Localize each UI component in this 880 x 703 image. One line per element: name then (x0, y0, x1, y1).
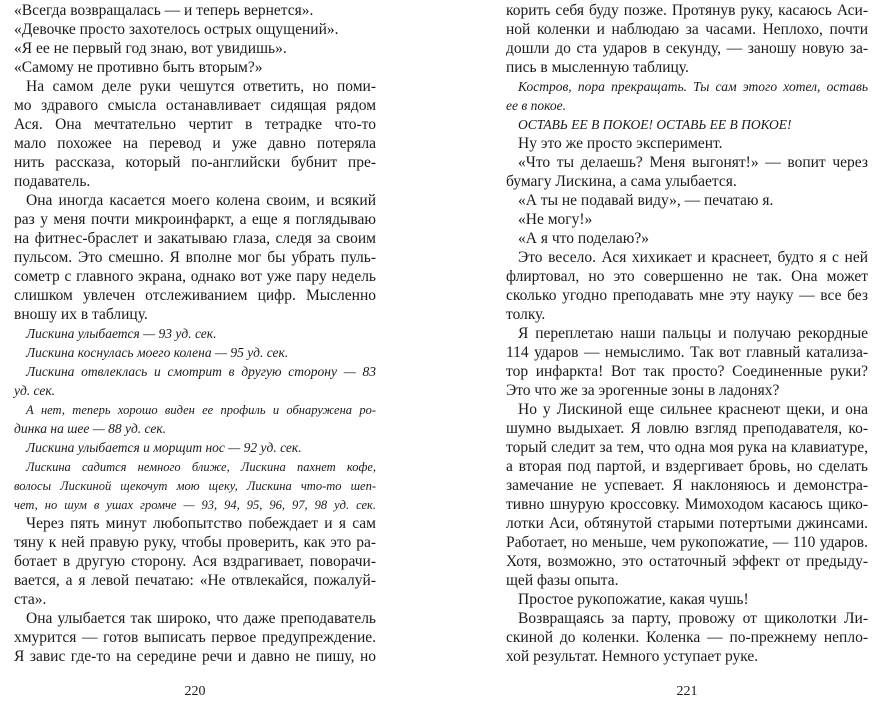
text-line: «Не могу!» (518, 211, 593, 228)
right-page (506, 0, 868, 703)
text-line: пульсом. Это смешно. Я вполне мог бы убрать пуль- (14, 249, 376, 266)
text-line: торый следит за тем, что одна моя рука на клавиатуре, (506, 439, 868, 456)
text-line: бумагу Лискина, а сама улыбается. (506, 173, 737, 190)
text-line: ста». (14, 591, 47, 608)
text-line: Ну это же просто эксперимент. (518, 135, 723, 152)
text-line: мо здравого смысла останавливает сидящая рядом (14, 97, 376, 114)
page-number: 220 (184, 684, 206, 699)
text-line: Я завис где-то на середине речи и давно не пишу, но (14, 648, 376, 665)
text-line: Она иногда касается моего колена своим, и всякий (26, 192, 376, 209)
page-number: 221 (676, 684, 698, 699)
text-line: скиной до коленки. Коленка — по-прежнему непло- (506, 629, 868, 646)
text-line: Через пять минут любопытство побеждает и я сам (26, 515, 376, 532)
text-line: тяну к ней правую руку, чтобы проверить, как это ра- (14, 534, 376, 551)
text-line: Это что же за эрогенные зоны в ладонях? (506, 382, 780, 399)
text-line: ОСТАВЬ ЕЕ В ПОКОЕ! ОСТАВЬ ЕЕ В ПОКОЕ! (518, 117, 792, 132)
left-page (14, 0, 376, 703)
text-line: Хотя, возможно, это остаточный эффект от предыду- (506, 553, 868, 570)
text-line: сколько угодно преподавать мне эту науку — все без (506, 287, 868, 304)
text-line: Возвращаясь за парту, провожу от щиколотки Ли- (518, 610, 868, 627)
text-line: корить себя буду позже. Протянув руку, касаюсь Аси- (506, 2, 868, 19)
text-line: Ася. Она мечтательно чертит в тетрадке что-то (14, 116, 376, 133)
text-line: «А ты не подавай виду», — печатаю я. (518, 192, 774, 209)
text-line: чет, но шум в ушах громче — 93, 94, 95, 96, 97, 98 уд. сек. (14, 498, 376, 512)
text-line: ной коленки и наблюдаю за часами. Неплохо, почти (506, 21, 868, 38)
text-line: Лискина коснулась моего колена — 95 уд. сек. (26, 345, 289, 360)
text-line: ботает в другую сторону. Ася вздрагивает, поворачи- (14, 553, 376, 570)
text-line: «А я что поделаю?» (518, 230, 650, 247)
text-line: А нет, теперь хорошо виден ее профиль и обнаружена ро- (26, 403, 376, 417)
text-line: раз у меня почти микроинфаркт, а еще я поглядываю (14, 211, 376, 228)
text-line: а вторая под партой, и вздергивает бровь, но сделать (506, 458, 868, 475)
text-line: «Я ее не первый год знаю, вот увидишь». (14, 40, 287, 57)
text-line: нить рассказа, который по-английски бубнит пре- (14, 154, 376, 171)
text-line: уд. сек. (14, 383, 56, 398)
text-line: Лискина улыбается — 93 уд. сек. (26, 326, 217, 341)
text-line: Я переплетаю наши пальцы и получаю рекордные (518, 325, 868, 342)
text-line: Простое рукопожатие, какая чушь! (518, 591, 749, 608)
text-line: Лискина отвлеклась и смотрит в другую сторону — 83 (26, 364, 376, 379)
text-line: замечание не успевает. Я наклоняюсь и демонстра- (506, 477, 868, 494)
text-line: Лискина садится немного ближе, Лискина пахнет кофе, (26, 460, 376, 474)
text-line: на фитнес-браслет и закатываю глаза, следя за своим (14, 230, 376, 247)
text-line: флиртовал, но это совершенно не так. Она может (506, 268, 868, 285)
text-line: «Девочке просто захотелось острых ощущений». (14, 21, 339, 38)
text-line: шумно выдыхает. Я ловлю взгляд преподавателя, ко- (506, 420, 868, 437)
text-line: тивно шнурую кроссовку. Мимоходом касаюсь щико- (506, 496, 868, 513)
text-line: Работает, но меньше, чем рукопожатие, — 110 ударов. (506, 534, 868, 551)
text-line: пись в мысленную таблицу. (506, 59, 689, 76)
text-line: ее в покое. (506, 98, 567, 113)
text-line: тор инфаркта! Вот так просто? Соединенные руки? (506, 363, 868, 380)
text-line: Это весело. Ася хихикает и краснеет, будто я с ней (518, 249, 868, 266)
text-line: слишком увлечен отслеживанием цифр. Мысленно (14, 287, 376, 304)
text-line: «Всегда возвращалась — и теперь вернется». (14, 2, 314, 19)
text-line: волосы Лискиной щекочут мою щеку, Лискина что-то шеп- (14, 479, 376, 493)
text-line: дошли до ста ударов в секунду, — заношу новую за- (506, 40, 868, 57)
text-line: хмурится — готов выписать первое предупреждение. (14, 629, 376, 646)
text-line: вношу их в таблицу. (14, 306, 148, 323)
text-line: Она улыбается так широко, что даже преподаватель (26, 610, 376, 627)
text-line: «Что ты делаешь? Меня выгонят!» — вопит через (518, 154, 868, 171)
text-line: щей фазы опыта. (506, 572, 619, 589)
text-line: Лискина улыбается и морщит нос — 92 уд. сек. (26, 440, 302, 455)
text-line: вается, а я левой печатаю: «Не отвлекайся, пожалуй- (14, 572, 376, 589)
text-line: хой результат. Немного уступает руке. (506, 648, 759, 665)
text-line: подаватель. (14, 173, 91, 190)
text-line: 114 ударов — немыслимо. Так вот главный катализа- (506, 344, 868, 361)
text-line: «Самому не противно быть вторым?» (14, 59, 263, 76)
text-line: На самом деле руки чешутся ответить, но поми- (26, 78, 376, 95)
text-line: динка на шее — 88 уд. сек. (14, 421, 167, 436)
text-line: сометр с главного экрана, однако вот уже пару недель (14, 268, 376, 285)
text-line: Костров, пора прекращать. Ты сам этого хотел, оставь (518, 79, 868, 94)
text-line: лотки Аси, обтянутой старыми потертыми джинсами. (506, 515, 868, 532)
text-line: мало похожее на перевод и уже давно потеряла (14, 135, 376, 152)
text-line: Но у Лискиной еще сильнее краснеют щеки, и она (518, 401, 868, 418)
text-line: толку. (506, 306, 546, 323)
